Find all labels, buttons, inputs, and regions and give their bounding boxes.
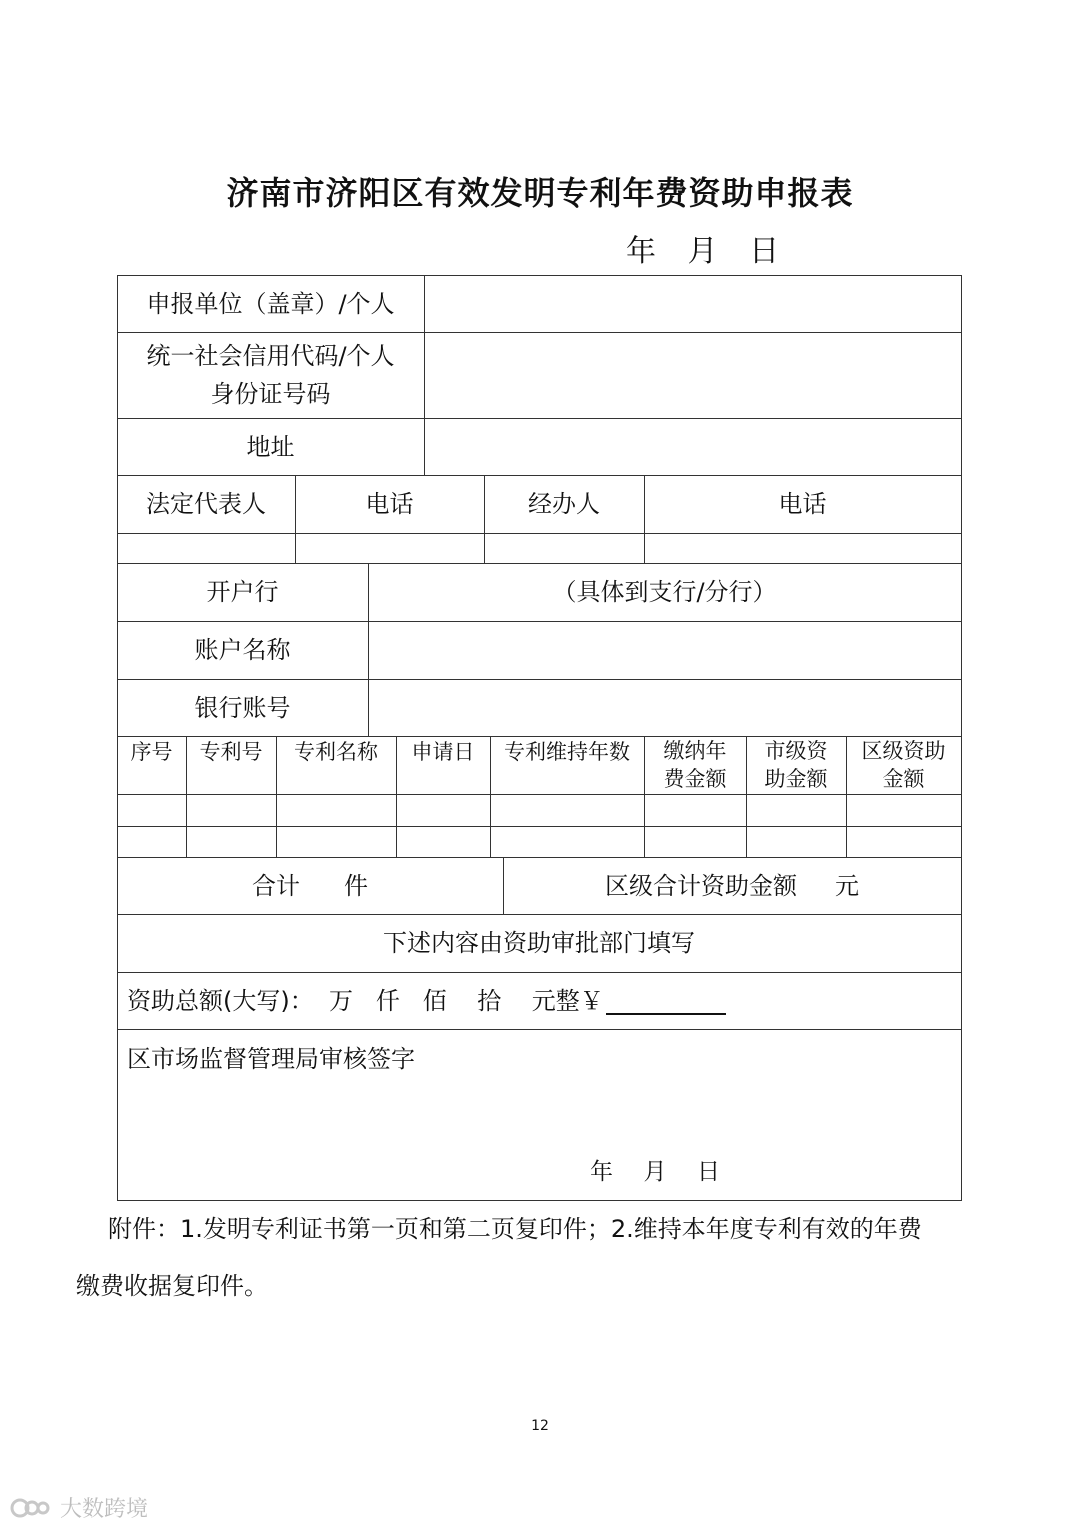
form-title: 济南市济阳区有效发明专利年费资助申报表 — [226, 174, 854, 212]
account-number-label: 银行账号 — [194, 693, 291, 722]
credit-code-field[interactable] — [424, 332, 961, 418]
header-filing-date-line1: 申请日 — [411, 740, 475, 764]
account-name-label: 账户名称 — [194, 636, 291, 664]
header-district-funding-line2: 金额 — [882, 767, 925, 791]
district-total — [503, 857, 961, 914]
header-patent-no-line1: 专利号 — [199, 740, 263, 764]
header-serial-line1: 序号 — [130, 740, 173, 764]
header-city-funding-line2: 助金额 — [764, 767, 828, 791]
attachment-line-1: 附件：1.发明专利证书第一页和第二页复印件；2.维持本年度专利有效的年费 — [108, 1215, 922, 1243]
legal-rep-field[interactable] — [117, 533, 295, 563]
date-month: 月 — [687, 234, 720, 269]
phone-field-2[interactable] — [644, 533, 961, 563]
header-annual-fee-line2: 费金额 — [663, 767, 727, 791]
handler-field[interactable] — [484, 533, 644, 563]
district-total-unit: 元 — [835, 871, 859, 900]
patent-row-1[interactable] — [117, 794, 961, 826]
header-city-funding — [746, 736, 846, 794]
total-unit: 件 — [344, 871, 368, 900]
header-annual-fee-line1: 缴纳年 — [663, 739, 727, 763]
credit-code-label — [117, 332, 424, 418]
review-signature-area[interactable] — [117, 1080, 961, 1150]
header-serial — [117, 736, 186, 794]
header-district-funding-line1: 区级资助 — [861, 739, 946, 763]
handler-label: 经办人 — [528, 490, 600, 518]
address-label: 地址 — [246, 432, 295, 461]
review-date — [590, 1153, 720, 1191]
date-year: 年 — [626, 234, 658, 269]
header-patent-no — [186, 736, 276, 794]
date-day: 日 — [749, 234, 782, 269]
review-date-year: 年 — [590, 1159, 613, 1185]
patent-row-2[interactable] — [117, 826, 961, 857]
address-field[interactable] — [424, 418, 961, 475]
attachment-line-2: 缴费收据复印件。 — [76, 1272, 268, 1300]
watermark — [10, 1492, 148, 1523]
header-maintenance-years-line1: 专利维持年数 — [504, 740, 630, 764]
header-filing-date — [396, 736, 490, 794]
district-total-label: 区级合计资助金额 — [605, 871, 797, 900]
phone-label-2: 电话 — [778, 490, 827, 518]
header-patent-name-line1: 专利名称 — [294, 740, 378, 764]
header-city-funding-line1: 市级资 — [764, 739, 828, 763]
account-number-field[interactable] — [368, 679, 961, 736]
header-annual-fee — [644, 736, 746, 794]
total-count — [117, 857, 503, 914]
header-maintenance-years — [490, 736, 644, 794]
approval-section-label: 下述内容由资助审批部门填写 — [383, 929, 695, 957]
account-name-field[interactable] — [368, 621, 961, 679]
credit-code-label-line2: 身份证号码 — [210, 380, 331, 408]
watermark-logo-icon — [10, 1495, 54, 1521]
header-patent-name — [276, 736, 396, 794]
legal-rep-label: 法定代表人 — [146, 490, 266, 518]
bank-label: 开户行 — [206, 578, 279, 606]
funding-total-row — [117, 972, 961, 1029]
credit-code-label-line1: 统一社会信用代码/个人 — [146, 342, 395, 370]
bank-field[interactable]: （具体到支行/分行） — [552, 578, 777, 606]
form-date — [626, 226, 799, 270]
funding-total-text: 资助总额(大写)： 万 仟 佰 拾 元整￥ — [127, 986, 604, 1015]
review-date-month: 月 — [643, 1159, 667, 1185]
total-label: 合计 — [252, 871, 300, 900]
phone-field-1[interactable] — [295, 533, 484, 563]
review-date-day: 日 — [697, 1159, 720, 1185]
page-number: 12 — [531, 1418, 549, 1434]
applicant-label: 申报单位（盖章）/个人 — [146, 289, 395, 318]
applicant-field[interactable] — [424, 275, 961, 332]
header-district-funding — [846, 736, 961, 794]
review-label: 区市场监督管理局审核签字 — [127, 1045, 415, 1073]
funding-amount-field[interactable] — [606, 987, 726, 1015]
phone-label-1: 电话 — [365, 490, 414, 518]
watermark-text: 大数跨境 — [60, 1497, 149, 1522]
